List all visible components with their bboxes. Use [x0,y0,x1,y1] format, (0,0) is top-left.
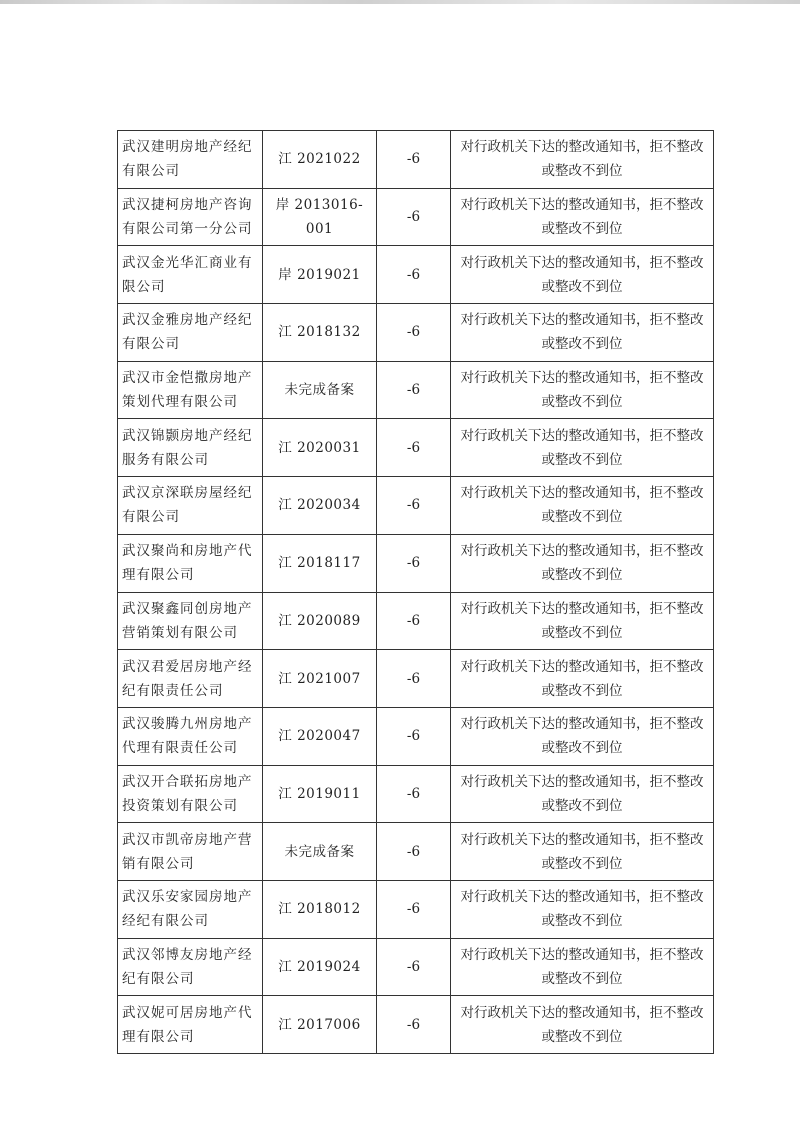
company-name-cell [118,304,263,362]
registration-code-cell: 未完成备案 [263,361,377,419]
registration-code-cell: 江 2021007 [263,650,377,708]
penalty-table [117,130,714,1054]
table-row [118,188,714,246]
company-name-cell [118,534,263,592]
score-cell: -6 [377,304,451,362]
registration-code-cell: 江 2018117 [263,534,377,592]
reason-cell [451,477,714,535]
company-name-line1: 武汉妮可居房地产代 [122,1004,253,1021]
company-name-line2: 有限公司 [122,163,180,180]
reason-cell [451,304,714,362]
reason-cell [451,823,714,881]
company-name-line1: 武汉锦颢房地产经纪 [122,427,253,444]
registration-code-cell: 未完成备案 [263,823,377,881]
reason-cell [451,650,714,708]
score-cell: -6 [377,996,451,1054]
reason-line1: 对行政机关下达的整改通知书，拒不整改 [460,254,704,271]
reason-line1: 对行政机关下达的整改通知书，拒不整改 [460,197,704,214]
company-name-line2: 理有限公司 [122,567,195,584]
company-name-line1: 武汉建明房地产经纪 [122,139,253,156]
company-name-line1: 武汉捷柯房地产咨询 [122,197,253,214]
reason-line2: 或整改不到位 [541,163,623,180]
reason-line1: 对行政机关下达的整改通知书，拒不整改 [460,889,704,906]
company-name-cell [118,188,263,246]
reason-line2: 或整改不到位 [541,1028,623,1045]
registration-code-cell: 江 2018012 [263,880,377,938]
reason-line2: 或整改不到位 [541,336,623,353]
company-name-cell [118,361,263,419]
reason-line2: 或整改不到位 [541,451,623,468]
reason-line2: 或整改不到位 [541,855,623,872]
reason-line1: 对行政机关下达的整改通知书，拒不整改 [460,485,704,502]
reason-cell [451,361,714,419]
table-row [118,477,714,535]
score-cell: -6 [377,131,451,189]
company-name-cell [118,707,263,765]
score-cell: -6 [377,650,451,708]
company-name-line2: 经纪有限公司 [122,913,209,930]
reason-line1: 对行政机关下达的整改通知书，拒不整改 [460,658,704,675]
registration-code-cell: 江 2020089 [263,592,377,650]
company-name-cell [118,765,263,823]
registration-code-cell: 江 2020047 [263,707,377,765]
table-row [118,880,714,938]
company-name-cell [118,880,263,938]
reason-cell [451,880,714,938]
score-cell: -6 [377,534,451,592]
company-name-line2: 有限公司第一分公司 [122,221,253,238]
company-name-line1: 武汉京深联房屋经纪 [122,485,253,502]
company-name-cell [118,131,263,189]
registration-code-cell: 江 2020031 [263,419,377,477]
registration-code-cell: 江 2021022 [263,131,377,189]
reason-line1: 对行政机关下达的整改通知书，拒不整改 [460,773,704,790]
company-name-line2: 有限公司 [122,336,180,353]
reason-line2: 或整改不到位 [541,797,623,814]
company-name-line1: 武汉金光华汇商业有 [122,254,253,271]
reason-cell [451,707,714,765]
score-cell: -6 [377,707,451,765]
company-name-line1: 武汉聚鑫同创房地产 [122,600,253,617]
company-name-line1: 武汉市凯帝房地产营 [122,831,253,848]
company-name-cell [118,996,263,1054]
table-row [118,996,714,1054]
reason-line1: 对行政机关下达的整改通知书，拒不整改 [460,716,704,733]
reason-cell [451,188,714,246]
reason-line2: 或整改不到位 [541,221,623,238]
table-row [118,823,714,881]
reason-line1: 对行政机关下达的整改通知书，拒不整改 [460,946,704,963]
reason-line2: 或整改不到位 [541,913,623,930]
score-cell: -6 [377,938,451,996]
company-name-cell [118,592,263,650]
table-row [118,304,714,362]
score-cell: -6 [377,880,451,938]
company-name-cell [118,246,263,304]
score-cell: -6 [377,246,451,304]
company-name-line2: 代理有限责任公司 [122,740,238,757]
reason-cell [451,765,714,823]
company-name-line1: 武汉乐安家园房地产 [122,889,253,906]
company-name-line1: 武汉骏腾九州房地产 [122,716,253,733]
reason-line2: 或整改不到位 [541,682,623,699]
reason-line2: 或整改不到位 [541,740,623,757]
company-name-cell [118,419,263,477]
score-cell: -6 [377,592,451,650]
reason-cell [451,246,714,304]
reason-cell [451,534,714,592]
score-cell: -6 [377,765,451,823]
reason-cell [451,419,714,477]
score-cell: -6 [377,823,451,881]
company-name-line2: 投资策划有限公司 [122,797,238,814]
table-row [118,765,714,823]
table-row [118,246,714,304]
company-name-line2: 纪有限责任公司 [122,682,224,699]
reason-line1: 对行政机关下达的整改通知书，拒不整改 [460,1004,704,1021]
reason-line1: 对行政机关下达的整改通知书，拒不整改 [460,312,704,329]
company-name-line2: 销有限公司 [122,855,195,872]
company-name-cell [118,477,263,535]
company-name-line2: 纪有限公司 [122,970,195,987]
reason-cell [451,131,714,189]
registration-code-cell: 江 2020034 [263,477,377,535]
score-cell: -6 [377,477,451,535]
reason-line2: 或整改不到位 [541,394,623,411]
reason-line1: 对行政机关下达的整改通知书，拒不整改 [460,831,704,848]
reason-line1: 对行政机关下达的整改通知书，拒不整改 [460,427,704,444]
score-cell: -6 [377,419,451,477]
score-cell: -6 [377,361,451,419]
company-name-cell [118,650,263,708]
company-name-cell [118,823,263,881]
table-row [118,592,714,650]
company-name-line2: 限公司 [122,278,166,295]
reason-line1: 对行政机关下达的整改通知书，拒不整改 [460,600,704,617]
reason-cell [451,996,714,1054]
reason-cell [451,938,714,996]
company-name-line2: 策划代理有限公司 [122,394,238,411]
company-name-line2: 有限公司 [122,509,180,526]
table-row [118,534,714,592]
company-name-line1: 武汉开合联拓房地产 [122,773,253,790]
company-name-line1: 武汉邻博友房地产经 [122,946,253,963]
company-name-cell [118,938,263,996]
registration-code-cell: 江 2019024 [263,938,377,996]
company-name-line1: 武汉市金恺撒房地产 [122,370,253,387]
score-cell: -6 [377,188,451,246]
company-name-line1: 武汉金雅房地产经纪 [122,312,253,329]
registration-code-cell: 江 2019011 [263,765,377,823]
company-name-line2: 营销策划有限公司 [122,624,238,641]
registration-code-cell: 江 2018132 [263,304,377,362]
registration-code-cell: 岸 2013016-001 [263,188,377,246]
table-row [118,707,714,765]
company-name-line1: 武汉君爱居房地产经 [122,658,253,675]
reason-line2: 或整改不到位 [541,567,623,584]
registration-code-cell: 江 2017006 [263,996,377,1054]
company-name-line1: 武汉聚尚和房地产代 [122,543,253,560]
reason-line1: 对行政机关下达的整改通知书，拒不整改 [460,139,704,156]
table-body [118,131,714,1054]
reason-line2: 或整改不到位 [541,278,623,295]
registration-code-cell: 岸 2019021 [263,246,377,304]
table-row [118,361,714,419]
table-row [118,131,714,189]
reason-cell [451,592,714,650]
company-name-line2: 服务有限公司 [122,451,209,468]
reason-line1: 对行政机关下达的整改通知书，拒不整改 [460,370,704,387]
company-name-line2: 理有限公司 [122,1028,195,1045]
reason-line1: 对行政机关下达的整改通知书，拒不整改 [460,543,704,560]
reason-line2: 或整改不到位 [541,970,623,987]
table-row [118,650,714,708]
reason-line2: 或整改不到位 [541,624,623,641]
table-row [118,419,714,477]
scan-edge [0,0,800,4]
table-row [118,938,714,996]
reason-line2: 或整改不到位 [541,509,623,526]
